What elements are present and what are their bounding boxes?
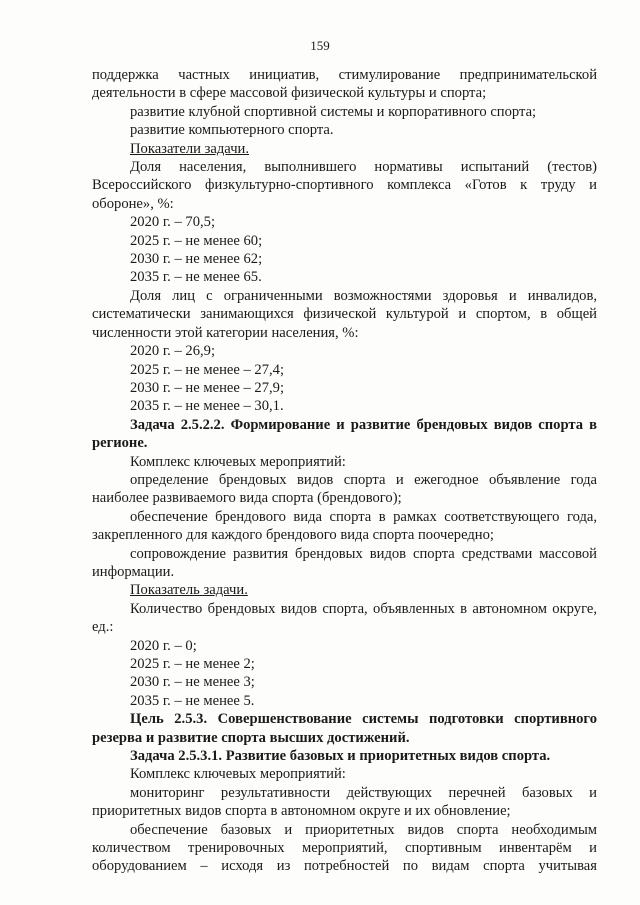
- paragraph: сопровождение развития брендовых видов спорта средствами массовой информации.: [92, 545, 597, 580]
- paragraph: Задача 2.5.3.1. Развитие базовых и приоритетных видов спорта.: [130, 748, 551, 765]
- paragraph: Показатель задачи.: [130, 582, 248, 599]
- paragraph: 2025 г. – не менее 2;: [130, 656, 255, 672]
- paragraph: 2020 г. – 0;: [130, 637, 197, 654]
- paragraph: поддержка частных инициатив, стимулирование предпринимательской деятельности в сфере массовой физической культуры и спорта;: [92, 67, 597, 102]
- paragraph: 2035 г. – не менее 65.: [130, 269, 262, 286]
- paragraph: 2020 г. – 70,5;: [130, 214, 216, 231]
- paragraph: 2030 г. – не менее 62;: [130, 251, 263, 268]
- page-number: 159: [310, 38, 330, 53]
- paragraph: мониторинг результативности действующих перечней базовых и приоритетных видов спорта в автономном округе и их обновление;: [92, 784, 597, 820]
- paragraph: 2025 г. – не менее – 27,4;: [130, 361, 285, 378]
- paragraph: Комплекс ключевых мероприятий:: [130, 766, 346, 783]
- paragraph: Доля лиц с ограниченными возможностями здоровья и инвалидов, систематически занимающихся физической культурой и спортом, в общей численности этой категории населения, %:: [92, 287, 597, 341]
- paragraph: Количество брендовых видов спорта, объявленных в автономном округе, ед.:: [92, 600, 597, 636]
- paragraph: обеспечение базовых и приоритетных видов спорта необходимым количеством тренировочных мероприятий, спортивным инвентарём и оборудованием – исходя из потребностей по видам спорта учитывая: [92, 821, 597, 875]
- document-body: [92, 66, 597, 876]
- paragraph: определение брендовых видов спорта и ежегодное объявление года наиболее развиваемого вида спорта (брендового);: [92, 471, 597, 507]
- paragraph: 2035 г. – не менее 5.: [130, 692, 255, 709]
- paragraph: развитие компьютерного спорта.: [130, 122, 334, 139]
- paragraph: Доля населения, выполнившего нормативы испытаний (тестов) Всероссийского физкультурно-спортивного комплекса «Готов к труду и обороне», %:: [92, 159, 597, 212]
- paragraph: 2035 г. – не менее – 30,1.: [130, 398, 284, 415]
- paragraph: Показатели задачи.: [130, 140, 250, 157]
- paragraph: 2025 г. – не менее 60;: [130, 232, 263, 249]
- paragraph: Задача 2.5.2.2. Формирование и развитие брендовых видов спорта в регионе.: [92, 416, 597, 452]
- paragraph: 2030 г. – не менее – 27,9;: [130, 379, 285, 396]
- paragraph: развитие клубной спортивной системы и корпоративного спорта;: [130, 103, 537, 120]
- paragraph: Комплекс ключевых мероприятий:: [130, 453, 346, 470]
- paragraph: 2030 г. – не менее 3;: [130, 674, 255, 691]
- paragraph: 2020 г. – 26,9;: [130, 343, 216, 360]
- paragraph: обеспечение брендового вида спорта в рамках соответствующего года, закрепленного для каждого брендового вида спорта поочередно;: [92, 508, 597, 544]
- paragraph: Цель 2.5.3. Совершенствование системы подготовки спортивного резерва и развитие спорта высших достижений.: [92, 711, 597, 746]
